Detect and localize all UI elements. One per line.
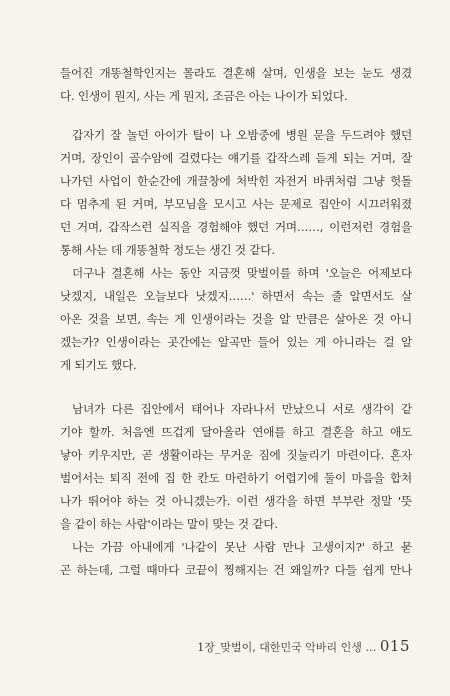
text-line: 낫겠지, 내일은 오늘보다 낫겠지……' 하면서 속는 줄 알면서도 살: [60, 289, 412, 303]
text-line: 벌어서는 퇴직 전에 집 한 칸도 마련하기 어렵기에 둘이 마음을 합쳐: [60, 471, 412, 485]
text-line: 나가던 사업이 한순간에 개끌창에 처박힌 자전거 바퀴처럼 그냥 헛돌: [60, 174, 412, 188]
text-line: 던 거며, 갑작스런 실직을 경험해야 했던 거며……, 이런저런 경험을: [60, 220, 412, 234]
text-line: 겠는가? 인생이라는 곳간에는 알곡만 들어 있는 게 아니라는 걸 알: [60, 335, 412, 349]
page-number: 015: [379, 637, 410, 655]
running-head: 1장_맞벌이, 대한민국 악바리 인생 …: [197, 641, 380, 654]
text-line: 남녀가 다른 집안에서 태어나 자라나서 만났으니 서로 생각이 같: [72, 402, 412, 416]
text-line: 나는 가끔 아내에게 '나같이 못난 사람 만나 고생이지?' 하고 묻: [72, 540, 412, 554]
text-line: 곤 하는데, 그럴 때마다 코끝이 찡해지는 건 왜일까? 다들 쉽게 만나: [60, 563, 412, 577]
text-line: 거며, 장인이 골수암에 걸렸다는 얘기를 갑작스레 듣게 되는 거며, 잘: [60, 151, 412, 165]
text-line: 다 멈추게 된 거며, 부모님을 모시고 사는 문제로 집안이 시끄러워졌: [60, 197, 412, 211]
text-line: 게 되기도 했다.: [60, 358, 137, 372]
text-line: 다. 인생이 뭔지, 사는 게 뭔지, 조금은 아는 나이가 되었다.: [60, 89, 348, 103]
text-line: 기야 할까. 처음엔 뜨겁게 달아올라 연애를 하고 결혼을 하고 애도: [60, 425, 412, 439]
page-footer: [197, 637, 410, 655]
text-line: 갑자기 잘 놀던 아이가 탈이 나 오밤중에 병원 문을 두드려야 했던: [72, 128, 412, 142]
text-line: 을 같이 하는 사람'이라는 말이 맞는 것 같다.: [60, 517, 278, 531]
text-line: 아온 것을 보면, 속는 게 인생이라는 것을 알 만큼은 살아온 것 아니: [60, 312, 412, 326]
text-line: 낳아 키우지만, 곧 생활이라는 무거운 짐에 짓눌리기 마련이다. 혼자: [60, 448, 412, 462]
text-line: 들어진 개똥철학인지는 몰라도 결혼해 살며, 인생을 보는 눈도 생겼: [60, 66, 412, 80]
text-line: 더구나 결혼해 사는 동안 지금껏 맞벌이를 하며 '오늘은 어제보다: [72, 266, 412, 280]
text-line: 나가 뛰어야 하는 것 아니겠는가. 이런 생각을 하면 부부란 정말 '뜻: [60, 494, 412, 508]
text-line: 통해 사는 데 개똥철학 정도는 생긴 것 같다.: [60, 243, 275, 257]
